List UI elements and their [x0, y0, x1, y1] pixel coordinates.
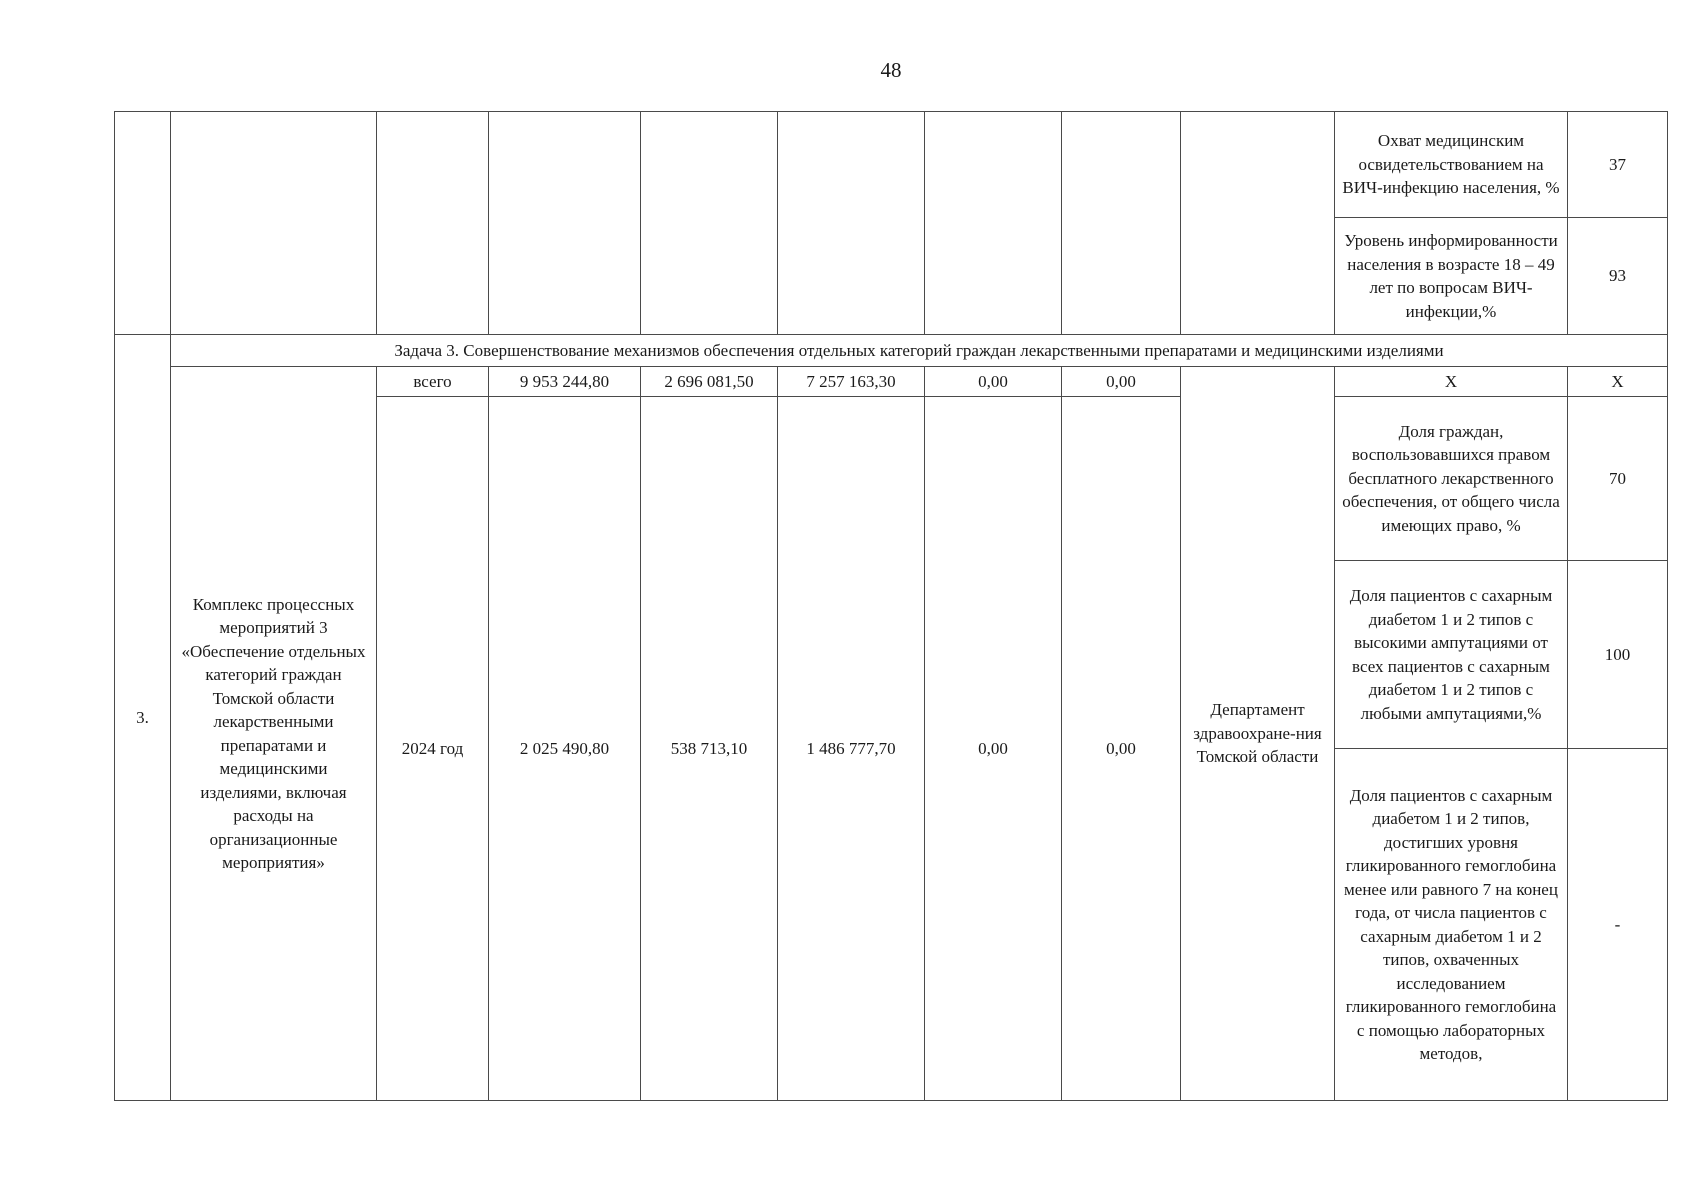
table-cell [489, 112, 641, 335]
amount-cell: 0,00 [1062, 367, 1181, 397]
amount-cell: 2 025 490,80 [489, 397, 641, 1101]
program-table [114, 111, 1668, 1101]
indicator-cell: Охват медицинским освидетельствованием на ВИЧ-инфекцию населения, % [1335, 112, 1568, 218]
executor-cell: Департамент здравоохране-ния Томской области [1181, 367, 1335, 1101]
indicator-value: 93 [1568, 218, 1668, 335]
indicator-value: 100 [1568, 561, 1668, 749]
task-number: 3. [115, 335, 171, 1101]
amount-cell: 1 486 777,70 [778, 397, 925, 1101]
amount-cell: 2 696 081,50 [641, 367, 778, 397]
amount-cell: 7 257 163,30 [778, 367, 925, 397]
indicator-value: - [1568, 749, 1668, 1101]
table-cell [925, 112, 1062, 335]
table-cell [1181, 112, 1335, 335]
indicator-cell: Доля пациентов с сахарным диабетом 1 и 2 типов, достигших уровня гликированного гемоглобина менее или равного 7 на конец года, от числа пациентов с сахарным диабетом 1 и 2 типов, охваченных исследованием гликированного гемоглобина с помощью лабораторных методов, [1335, 749, 1568, 1101]
amount-cell: 0,00 [1062, 397, 1181, 1101]
amount-cell: 0,00 [925, 367, 1062, 397]
indicator-cell: Доля пациентов с сахарным диабетом 1 и 2 типов с высокими ампутациями от всех пациентов с сахарным диабетом 1 и 2 типов с любыми ампутациями,% [1335, 561, 1568, 749]
complex-name: Комплекс процессных мероприятий 3 «Обеспечение отдельных категорий граждан Томской области лекарственными препаратами и медицинскими изделиями, включая расходы на организационные мероприятия» [171, 367, 377, 1101]
table-cell [778, 112, 925, 335]
indicator-value: Х [1568, 367, 1668, 397]
table-cell [641, 112, 778, 335]
indicator-cell: Доля граждан, воспользовавшихся правом бесплатного лекарственного обеспечения, от общего числа имеющих право, % [1335, 397, 1568, 561]
task-title: Задача 3. Совершенствование механизмов обеспечения отдельных категорий граждан лекарственными препаратами и медицинскими изделиями [171, 335, 1668, 367]
page-number: 48 [880, 58, 902, 82]
amount-cell: 9 953 244,80 [489, 367, 641, 397]
indicator-value: 37 [1568, 112, 1668, 218]
indicator-value: 70 [1568, 397, 1668, 561]
indicator-cell: Х [1335, 367, 1568, 397]
table-cell [377, 112, 489, 335]
table-cell [1062, 112, 1181, 335]
table-cell [171, 112, 377, 335]
table-row [115, 367, 1668, 397]
table-cell [115, 112, 171, 335]
amount-cell: 538 713,10 [641, 397, 778, 1101]
indicator-cell: Уровень информированности населения в возрасте 18 – 49 лет по вопросам ВИЧ-инфекции,% [1335, 218, 1568, 335]
table-row [115, 112, 1668, 218]
period-cell: 2024 год [377, 397, 489, 1101]
table-row [115, 335, 1668, 367]
amount-cell: 0,00 [925, 397, 1062, 1101]
period-cell: всего [377, 367, 489, 397]
